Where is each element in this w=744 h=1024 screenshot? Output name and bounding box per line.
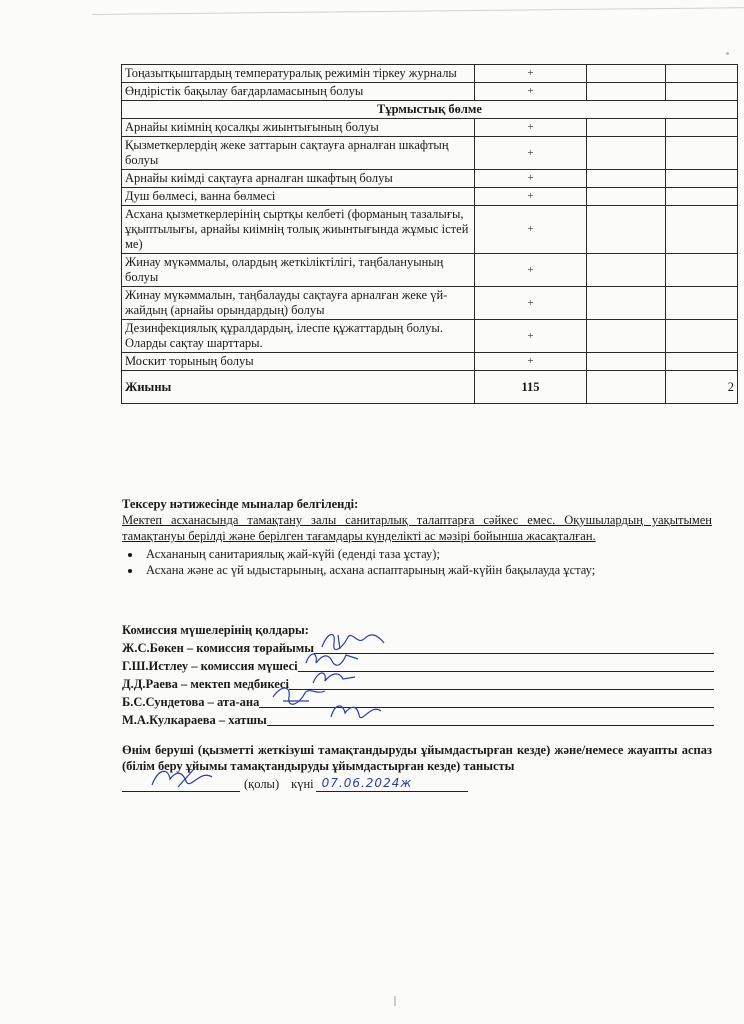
findings-bullet: • Асхана және ас үй ыдыстарының, асхана аспаптарының жай-күйін бақылауда ұстау;	[142, 562, 712, 578]
note-cell	[666, 353, 738, 371]
acknowledgement-text: Өнім беруші (қызметті жеткізуші тамақтандыруды ұйымдастырған кезде) және/немесе жауапты аспаз (білім беру ұйымы тамақтандыруды ұйымдастырған кезде) танысты	[122, 743, 712, 773]
criterion-cell: Өндірістік бақылау бағдарламасының болуы	[122, 83, 475, 101]
criterion-cell: Жинау мүкәммалын, таңбалауды сақтауға арналған жеке үй-жайдың (арнайы орындардың) болуы	[122, 287, 475, 320]
signature-label: (қолы)	[244, 777, 280, 791]
no-cell	[587, 206, 666, 254]
criterion-cell: Жинау мүкәммалы, олардың жеткіліктілігі, таңбалануының болуы	[122, 254, 475, 287]
date-blank	[316, 777, 468, 792]
note-cell	[666, 188, 738, 206]
total-no	[587, 371, 666, 404]
total-note: 2	[666, 371, 738, 404]
note-cell	[666, 119, 738, 137]
yes-cell: +	[475, 287, 587, 320]
member-name: Ж.С.Бөкен – комиссия төрайымы	[122, 641, 315, 655]
note-cell	[666, 320, 738, 353]
yes-cell: +	[475, 254, 587, 287]
note-cell	[666, 287, 738, 320]
table-row	[122, 83, 738, 101]
no-cell	[587, 254, 666, 287]
signature-blank	[289, 675, 714, 690]
section-heading: Тұрмыстық бөлме	[122, 101, 738, 119]
no-cell	[587, 137, 666, 170]
table-row	[122, 170, 738, 188]
handwritten-signature	[269, 683, 329, 707]
yes-cell: +	[475, 353, 587, 371]
table-row	[122, 206, 738, 254]
signature-line	[122, 711, 714, 729]
signature-blank	[298, 657, 714, 672]
no-cell	[587, 188, 666, 206]
member-name: М.А.Кулкараева – хатшы	[122, 713, 267, 727]
signature-blank	[122, 777, 240, 792]
yes-cell: +	[475, 65, 587, 83]
criterion-cell: Тоңазытқыштардың температуралық режимін тіркеу журналы	[122, 65, 475, 83]
day-label: күні	[291, 777, 314, 791]
total-row	[122, 371, 738, 404]
handwritten-signature	[327, 699, 387, 723]
total-label: Жиыны	[122, 371, 475, 404]
member-name: Г.Ш.Истлеу – комиссия мүшесі	[122, 659, 298, 673]
signatures-title: Комиссия мүшелерінің қолдары:	[122, 623, 309, 637]
no-cell	[587, 65, 666, 83]
acknowledgement-section	[122, 742, 712, 792]
signature-line	[122, 639, 714, 657]
note-cell	[666, 254, 738, 287]
criterion-cell: Қызметкерлердің жеке заттарын сақтауға арналған шкафтың болуы	[122, 137, 475, 170]
criterion-cell: Москит торының болуы	[122, 353, 475, 371]
table-row	[122, 320, 738, 353]
yes-cell: +	[475, 206, 587, 254]
signature-line	[122, 657, 714, 675]
yes-cell: +	[475, 119, 587, 137]
findings-title: Тексеру нәтижесінде мыналар белгіленді:	[122, 497, 359, 511]
yes-cell: +	[475, 137, 587, 170]
checklist-body	[122, 65, 738, 404]
section-row	[122, 101, 738, 119]
note-cell	[666, 170, 738, 188]
member-name: Б.С.Сундетова – ата-ана	[122, 695, 260, 709]
findings-bullet: • Асхананың санитариялық жай-күйі (еденді таза ұстау);	[142, 546, 712, 562]
signature-line	[122, 693, 714, 711]
criterion-cell: Дезинфекциялық құралдардың, ілеспе құжаттардың болуы. Оларды сақтау шарттары.	[122, 320, 475, 353]
total-yes: 115	[475, 371, 587, 404]
no-cell	[587, 170, 666, 188]
note-cell	[666, 83, 738, 101]
findings-section	[122, 496, 712, 578]
table-row	[122, 353, 738, 371]
no-cell	[587, 353, 666, 371]
signatures-section	[122, 622, 714, 729]
table-row	[122, 188, 738, 206]
page-edge	[92, 0, 744, 15]
member-name: Д.Д.Раева – мектеп медбикесі	[122, 677, 289, 691]
scan-speck	[394, 996, 396, 1006]
yes-cell: +	[475, 170, 587, 188]
no-cell	[587, 83, 666, 101]
signature-blank	[314, 639, 714, 654]
yes-cell: +	[475, 320, 587, 353]
table-row	[122, 119, 738, 137]
no-cell	[587, 119, 666, 137]
signature-line	[122, 675, 714, 693]
no-cell	[587, 287, 666, 320]
findings-bullet-list	[122, 546, 712, 578]
criterion-cell: Асхана қызметкерлерінің сыртқы келбеті (форманың тазалығы, ұқыптылығы, арнайы киімнің толық жиынтығында жұмыс істей ме)	[122, 206, 475, 254]
note-cell	[666, 65, 738, 83]
note-cell	[666, 206, 738, 254]
yes-cell: +	[475, 188, 587, 206]
checklist-table	[121, 64, 738, 404]
criterion-cell: Арнайы киімді сақтауға арналған шкафтың болуы	[122, 170, 475, 188]
no-cell	[587, 320, 666, 353]
table-row	[122, 65, 738, 83]
table-row	[122, 254, 738, 287]
scan-speck	[726, 52, 729, 55]
signature-blank	[267, 711, 714, 726]
table-row	[122, 137, 738, 170]
yes-cell: +	[475, 83, 587, 101]
table-row	[122, 287, 738, 320]
criterion-cell: Душ бөлмесі, ванна бөлмесі	[122, 188, 475, 206]
handwritten-date: 07.06.2024ж	[321, 776, 413, 790]
criterion-cell: Арнайы киімнің қосалқы жиынтығының болуы	[122, 119, 475, 137]
findings-text: Мектеп асханасында тамақтану залы санитарлық талаптарға сәйкес емес. Оқушылардың уақытымен тамақтануы берілді және берілген тағамдары күнделікті ас мәзірі бойынша жасақталған.	[122, 513, 712, 543]
handwritten-signature	[148, 765, 218, 791]
acknowledgement-sign-line	[122, 776, 712, 792]
note-cell	[666, 137, 738, 170]
